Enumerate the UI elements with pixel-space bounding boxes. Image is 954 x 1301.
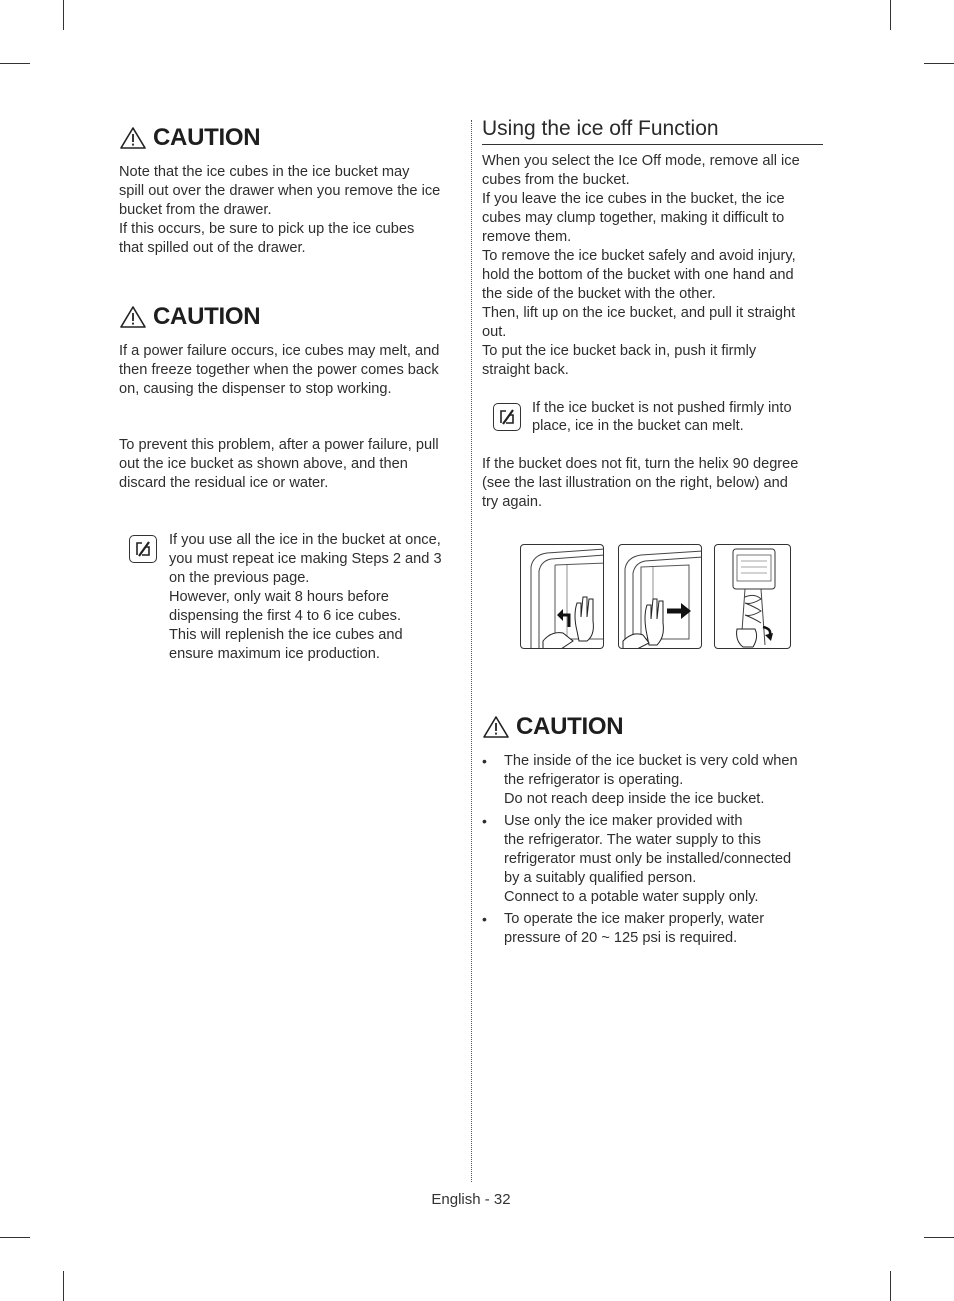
note-pencil-icon xyxy=(129,535,157,563)
crop-mark xyxy=(924,63,954,64)
helix-paragraph: If the bucket does not fit, turn the helix 90 degree (see the last illustration on the right, below) and try again. xyxy=(482,456,799,510)
note-text: If you use all the ice in the bucket at once, you must repeat ice making Steps 2 and 3 on the previous page. However, only wait 8 hours before dispensing the first 4 to 6 ice cubes. This will replenish the ice cubes and ensure maximum ice production. xyxy=(169,532,442,662)
caution-text: If a power failure occurs, ice cubes may melt, and then freeze together when the power comes back on, causing the dispenser to stop working. xyxy=(119,343,440,397)
crop-mark xyxy=(924,1237,954,1238)
caution-heading xyxy=(482,712,822,742)
caution-block-2 xyxy=(119,302,459,399)
caution-title: CAUTION xyxy=(516,713,624,740)
turn-helix-illustration xyxy=(714,544,791,649)
crop-mark xyxy=(63,0,64,30)
note-block-left xyxy=(129,531,464,664)
warning-triangle-icon xyxy=(119,305,147,329)
column-divider xyxy=(471,120,472,1182)
list-item: • To operate the ice maker properly, water pressure of 20 ~ 125 psi is required. xyxy=(482,910,822,948)
pull-bucket-illustration xyxy=(618,544,702,649)
crop-mark xyxy=(63,1271,64,1301)
crop-mark xyxy=(0,1237,30,1238)
caution-block-1 xyxy=(119,123,459,258)
crop-mark xyxy=(890,1271,891,1301)
caution-heading xyxy=(119,302,459,332)
note-text: If the ice bucket is not pushed firmly into place, ice in the bucket can melt. xyxy=(532,400,792,434)
intro-paragraph: When you select the Ice Off mode, remove all ice cubes from the bucket. If you leave the ice cubes in the bucket, the ice cubes may clump together, making it difficult to remove them. To remove the ice bucket safely and avoid injury, hold the bottom of the bucket with one hand and the side of the bucket with the other. Then, lift up on the ice bucket, and pull it straight out. To put the ice bucket back in, push it firmly straight back. xyxy=(482,153,800,378)
list-item: • Use only the ice maker provided with the refrigerator. The water supply to this refrigerator must only be installed/connected by a suitably qualified person. Connect to a potable water supply only. xyxy=(482,812,822,907)
warning-triangle-icon xyxy=(482,715,510,739)
list-item: • The inside of the ice bucket is very cold when the refrigerator is operating. Do not reach deep inside the ice bucket. xyxy=(482,752,822,809)
caution-bullet-list xyxy=(482,752,822,948)
prevent-paragraph: To prevent this problem, after a power failure, pull out the ice bucket as shown above, and then discard the residual ice or water. xyxy=(119,437,439,491)
section-title: Using the ice off Function xyxy=(482,116,823,145)
caution-title: CAUTION xyxy=(153,124,261,151)
caution-text: Note that the ice cubes in the ice bucket may spill out over the drawer when you remove the ice bucket from the drawer. If this occurs, be sure to pick up the ice cubes that spilled out of the drawer. xyxy=(119,164,441,256)
warning-triangle-icon xyxy=(119,126,147,150)
crop-mark xyxy=(890,0,891,30)
note-block-right xyxy=(493,399,823,435)
caution-title: CAUTION xyxy=(153,303,261,330)
crop-mark xyxy=(0,63,30,64)
note-pencil-icon xyxy=(493,403,521,431)
page-number: English - 32 xyxy=(431,1191,511,1208)
lift-bucket-illustration xyxy=(520,544,604,649)
caution-heading xyxy=(119,123,459,153)
caution-block-3 xyxy=(482,712,822,951)
